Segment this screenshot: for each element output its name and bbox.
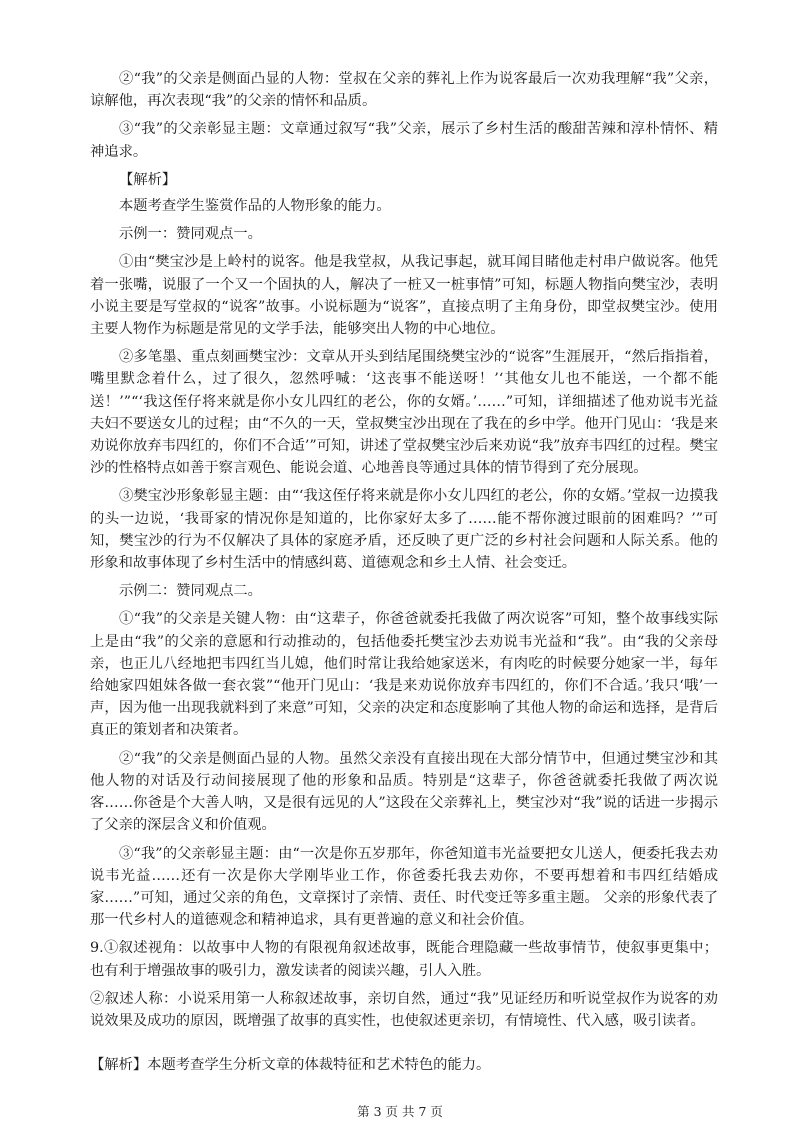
paragraph-father-side: ②“我”的父亲是侧面凸显的人物：堂叔在父亲的葬礼上作为说客最后一次劝我理解“我”父亲，谅解他，再次表现“我”的父亲的情怀和品质。 bbox=[90, 71, 718, 110]
question-9-answer-2: ②叙述人称：小说采用第一人称叙述故事，亲切自然，通过“我”见证经历和听说堂叔作为说客的劝说效果及成功的原因，既增强了故事的真实性，也使叙述更亲切，有情境性、代入感，吸引读者。 bbox=[90, 990, 718, 1029]
example-one-point-1: ①由“樊宝沙是上岭村的说客。他是我堂叔，从我记事起，就耳闻目睹他走村串户做说客。他凭着一张嘴，说服了一个又一个固执的人，解决了一桩又一桩事情”可知，标题人物指向樊宝沙，表明小说主要是写堂叔的“说客”故事。小说标题为“说客”，直接点明了主角身份，即堂叔樊宝沙。使用主要人物作为标题是常见的文学手法，能够突出人物的中心地位。 bbox=[90, 254, 718, 338]
example-two-point-1: ①“我”的父亲是关键人物：由“这辈子，你爸爸就委托我做了两次说客”可知，整个故事线实际上是由“我”的父亲的意愿和行动推动的，包括他委托樊宝沙去劝说韦光益和“我”。由“我的父亲母亲，也正儿八经地把韦四红当儿媳，他们时常让我给她家送米，有肉吃的时候要分她家一半，每年给她家四姐妹各做一套衣裳”“他开门见山：‘我是来劝说你放弃韦四红的，你们不合适。’我只‘哦’一声，因为他一出现我就料到了来意”可知，父亲的决定和态度影响了其他人物的命运和选择，是背后真正的策划者和决策者。 bbox=[90, 611, 718, 739]
answer-content bbox=[90, 68, 718, 1082]
analysis-label: 【解析】 bbox=[119, 171, 177, 188]
example-one-point-2: ②多笔墨、重点刻画樊宝沙：文章从开头到结尾围绕樊宝沙的“说客”生涯展开，“然后指指着，嘴里默念着什么，过了很久，忽然呼喊：‘这丧事不能送呀！’‘其他女儿也不能送，一个都不能送！’”“‘我这侄仔将来就是你小女儿四红的老公，你的女婿。’……”可知，详细描述了他劝说韦光益夫妇不要送女儿的过程；由“不久的一天，堂叔樊宝沙出现在了我在的乡中学。他开门见山：‘我是来劝说你放弃韦四红的，你们不合适’”可知，讲述了堂叔樊宝沙后来劝说“我”放弃韦四红的过程。樊宝沙的性格特点如善于察言观色、能说会道、心地善良等通过具体的情节得到了充分展现。 bbox=[90, 349, 718, 477]
paragraph-father-theme: ③“我”的父亲彰显主题：文章通过叙写“我”父亲，展示了乡村生活的酸甜苦辣和淳朴情怀、精神追求。 bbox=[90, 121, 718, 160]
analysis-intro: 本题考查学生鉴赏作品的人物形象的能力。 bbox=[119, 198, 391, 215]
example-two-heading: 示例二：赞同观点二。 bbox=[119, 583, 262, 600]
question-9-analysis: 【解析】本题考查学生分析文章的体裁特征和艺术特色的能力。 bbox=[90, 1057, 491, 1074]
example-one-heading: 示例一：赞同观点一。 bbox=[119, 226, 262, 243]
example-two-point-2: ②“我”的父亲是侧面凸显的人物。虽然父亲没有直接出现在大部分情节中，但通过樊宝沙和其他人物的对话及行动间接展现了他的形象和品质。特别是“这辈子，你爸爸就委托我做了两次说客……你爸是个大善人呐，又是很有远见的人”这段在父亲葬礼上，樊宝沙对“我”说的话进一步揭示了父亲的深层含义和价值观。 bbox=[90, 750, 718, 834]
page-number: 第 3 页 共 7 页 bbox=[357, 1104, 443, 1119]
question-9-answer-1: 9.①叙述视角：以故事中人物的有限视角叙述故事，既能合理隐藏一些故事情节，使叙事更集中；也有利于增强故事的吸引力，激发读者的阅读兴趣，引人入胜。 bbox=[90, 940, 718, 979]
example-two-point-3: ③“我”的父亲彰显主题：由“一次是你五岁那年，你爸知道韦光益要把女儿送人，便委托我去劝说韦光益……还有一次是你大学刚毕业工作，你爸委托我去劝你，不要再想着和韦四红结婚成家……”可知，通过父亲的角色，文章探讨了亲情、责任、时代变迁等多重主题。 父亲的形象代表了那一代乡村人的道德观念和精神追求，具有更普遍的意义和社会价值。 bbox=[90, 845, 718, 929]
example-one-point-3: ③樊宝沙形象彰显主题：由“‘我这侄仔将来就是你小女儿四红的老公，你的女婿。’堂叔一边摸我的头一边说，‘我哥家的情况你是知道的，比你家好太多了……能不帮你渡过眼前的困难吗？’”可知，樊宝沙的行为不仅解决了具体的家庭矛盾，还反映了更广泛的乡村社会问题和人际关系。他的形象和故事体现了乡村生活中的情感纠葛、道德观念和乡土人情、社会变迁。 bbox=[90, 488, 718, 572]
